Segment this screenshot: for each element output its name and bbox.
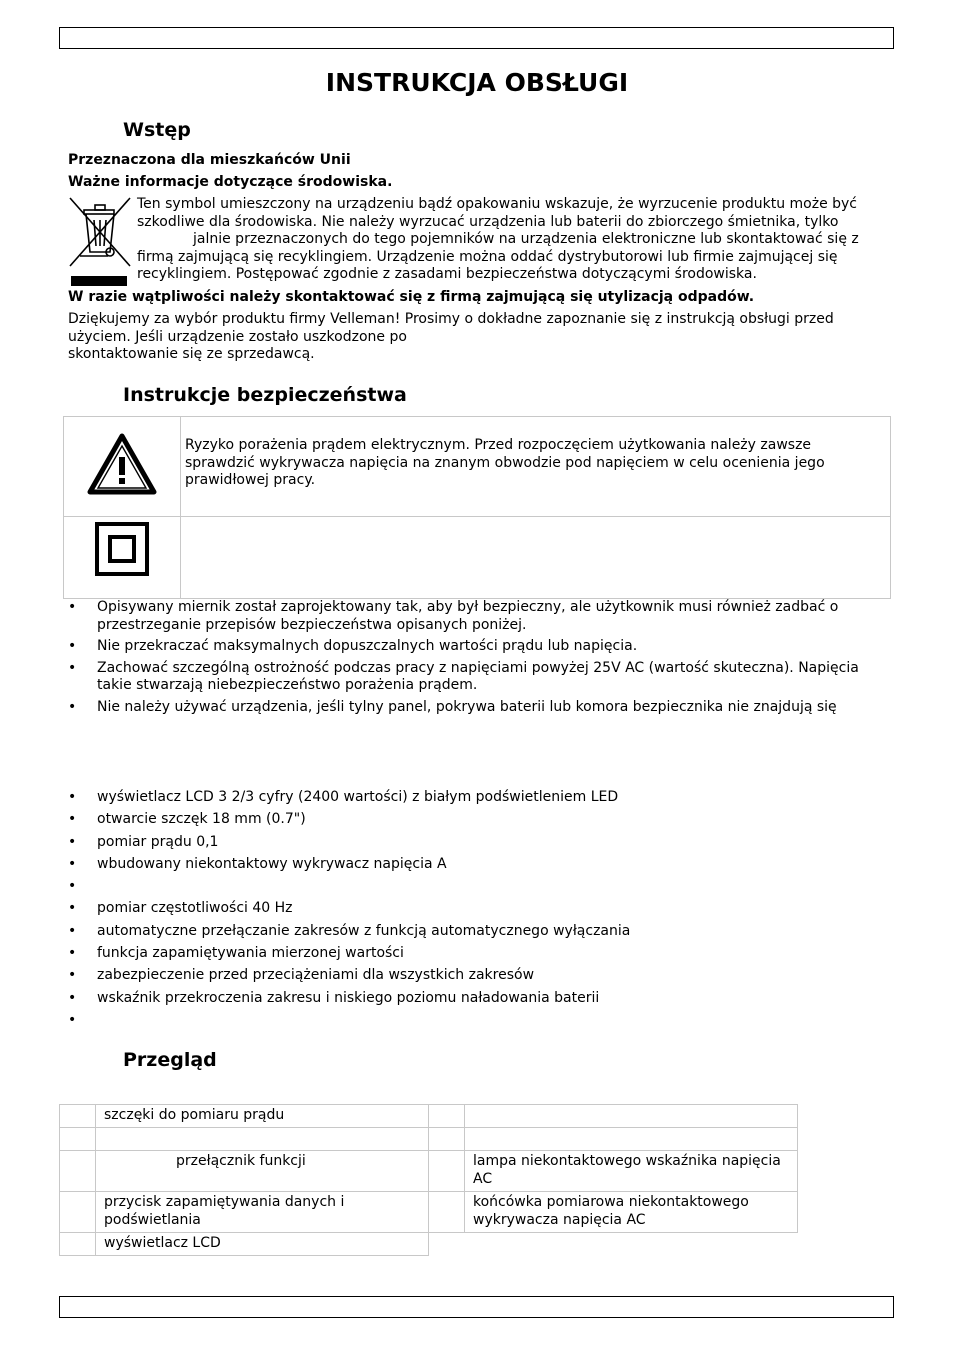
warning-text-line: sprawdzić wykrywacza napięcia na znanym obwodzie pod napięciem w celu ocenienia jego bbox=[185, 454, 825, 471]
part-label: przełącznik funkcji bbox=[176, 1153, 306, 1169]
part-label: przycisk zapamiętywania danych i podświetlania bbox=[96, 1192, 429, 1233]
double-insulation-icon bbox=[94, 521, 150, 577]
list-item: • wbudowany niekontaktowy wykrywacz napięcia A bbox=[68, 856, 894, 874]
recycle-text-line: Ten symbol umieszczony na urządzeniu bądź opakowaniu wskazuje, że wyrzucenie produktu może być bbox=[137, 196, 857, 212]
recycle-notice bbox=[68, 196, 898, 288]
thanks-line: skontaktowanie się ze sprzedawcą. bbox=[68, 346, 315, 362]
safety-symbols-table bbox=[63, 416, 891, 599]
table-row bbox=[60, 1233, 798, 1256]
recycle-text-line: firmą zajmującą się recyklingiem. Urządzenie można oddać dystrybutorowi lub firmie zajmującej się bbox=[137, 248, 838, 265]
crossed-bin-icon bbox=[68, 196, 132, 288]
safety-heading: Instrukcje bezpieczeństwa bbox=[123, 384, 407, 406]
disposal-contact-note: W razie wątpliwości należy skontaktować się z firmą zajmującą się utylizacją odpadów. bbox=[68, 289, 755, 305]
list-item: • funkcja zapamiętywania mierzonej wartości bbox=[68, 945, 894, 963]
part-label: końcówka pomiarowa niekontaktowego wykrywacza napięcia AC bbox=[465, 1192, 798, 1233]
list-item: • Nie należy używać urządzenia, jeśli tylny panel, pokrywa baterii lub komora bezpiecznika nie znajdują się bbox=[68, 699, 894, 717]
overview-table bbox=[59, 1104, 798, 1256]
table-row bbox=[60, 1192, 798, 1233]
eu-residents-line: Przeznaczona dla mieszkańców Unii bbox=[68, 152, 351, 168]
list-item: • Nie przekraczać maksymalnych dopuszczalnych wartości prądu lub napięcia. bbox=[68, 638, 894, 656]
intro-heading: Wstęp bbox=[123, 119, 191, 141]
overview-heading: Przegląd bbox=[123, 1049, 217, 1071]
list-item: • otwarcie szczęk 18 mm (0.7") bbox=[68, 811, 894, 829]
warning-symbol-cell bbox=[64, 417, 181, 517]
table-row bbox=[60, 1128, 798, 1151]
warning-triangle-icon bbox=[87, 433, 157, 495]
part-label bbox=[465, 1105, 798, 1128]
list-item: • wskaźnik przekroczenia zakresu i niskiego poziomu naładowania baterii bbox=[68, 990, 894, 1008]
list-item: • Opisywany miernik został zaprojektowany tak, aby był bezpieczny, ale użytkownik musi również zadbać o przestrzeganie przepisów bezpieczeństwa opisanych poniżej. bbox=[68, 599, 894, 634]
recycle-text-line: szkodliwe dla środowiska. Nie należy wyrzucać urządzenia lub baterii do zbiorczego śmietnika, tylko bbox=[137, 213, 839, 230]
part-label: lampa niekontaktowego wskaźnika napięcia AC bbox=[465, 1151, 798, 1192]
table-row bbox=[60, 1151, 798, 1192]
features-list bbox=[68, 789, 894, 1034]
insulation-description-cell bbox=[181, 517, 891, 599]
part-label: szczęki do pomiaru prądu bbox=[96, 1105, 429, 1128]
list-item: • wyświetlacz LCD 3 2/3 cyfry (2400 wartości) z białym podświetleniem LED bbox=[68, 789, 894, 807]
part-label bbox=[96, 1128, 429, 1151]
shock-warning-text bbox=[181, 417, 891, 517]
safety-rules-list bbox=[68, 599, 894, 720]
insulation-symbol-cell bbox=[64, 517, 181, 599]
part-label: wyświetlacz LCD bbox=[96, 1233, 429, 1256]
list-item bbox=[68, 878, 894, 896]
thanks-line: Dziękujemy za wybór produktu firmy Velleman! Prosimy o dokładne zapoznanie się z instrukcją obsługi przed bbox=[68, 311, 834, 327]
recycle-text-line: recyklingiem. Postępować zgodnie z zasadami bezpieczeństwa dotyczącymi środowiska. bbox=[137, 266, 757, 282]
list-item: • Zachować szczególną ostrożność podczas pracy z napięciami powyżej 25V AC (wartość skuteczna). Napięcia takie stwarzają niebezpieczeństwo porażenia prądem. bbox=[68, 660, 894, 695]
page-title: INSTRUKCJA OBSŁUGI bbox=[325, 68, 629, 97]
footer-frame bbox=[59, 1296, 894, 1318]
thanks-paragraph bbox=[68, 311, 898, 364]
recycle-text-line: jalnie przeznaczonych do tego pojemników na urządzenia elektroniczne lub skontaktować się z bbox=[193, 231, 859, 247]
list-item: • pomiar częstotliwości 40 Hz bbox=[68, 900, 894, 918]
thanks-line: użyciem. Jeśli urządzenie zostało uszkodzone po bbox=[68, 328, 407, 345]
header-frame bbox=[59, 27, 894, 49]
warning-text-line: prawidłowej pracy. bbox=[185, 472, 316, 488]
list-item: • pomiar prądu 0,1 bbox=[68, 834, 894, 852]
part-label bbox=[465, 1128, 798, 1151]
warning-text-line: Ryzyko porażenia prądem elektrycznym. Przed rozpoczęciem użytkowania należy zawsze bbox=[185, 437, 812, 453]
list-item bbox=[68, 1012, 894, 1030]
list-item: • zabezpieczenie przed przeciążeniami dla wszystkich zakresów bbox=[68, 967, 894, 985]
environment-heading: Ważne informacje dotyczące środowiska. bbox=[68, 174, 393, 190]
list-item: • automatyczne przełączanie zakresów z funkcją automatycznego wyłączania bbox=[68, 923, 894, 941]
table-row bbox=[60, 1105, 798, 1128]
